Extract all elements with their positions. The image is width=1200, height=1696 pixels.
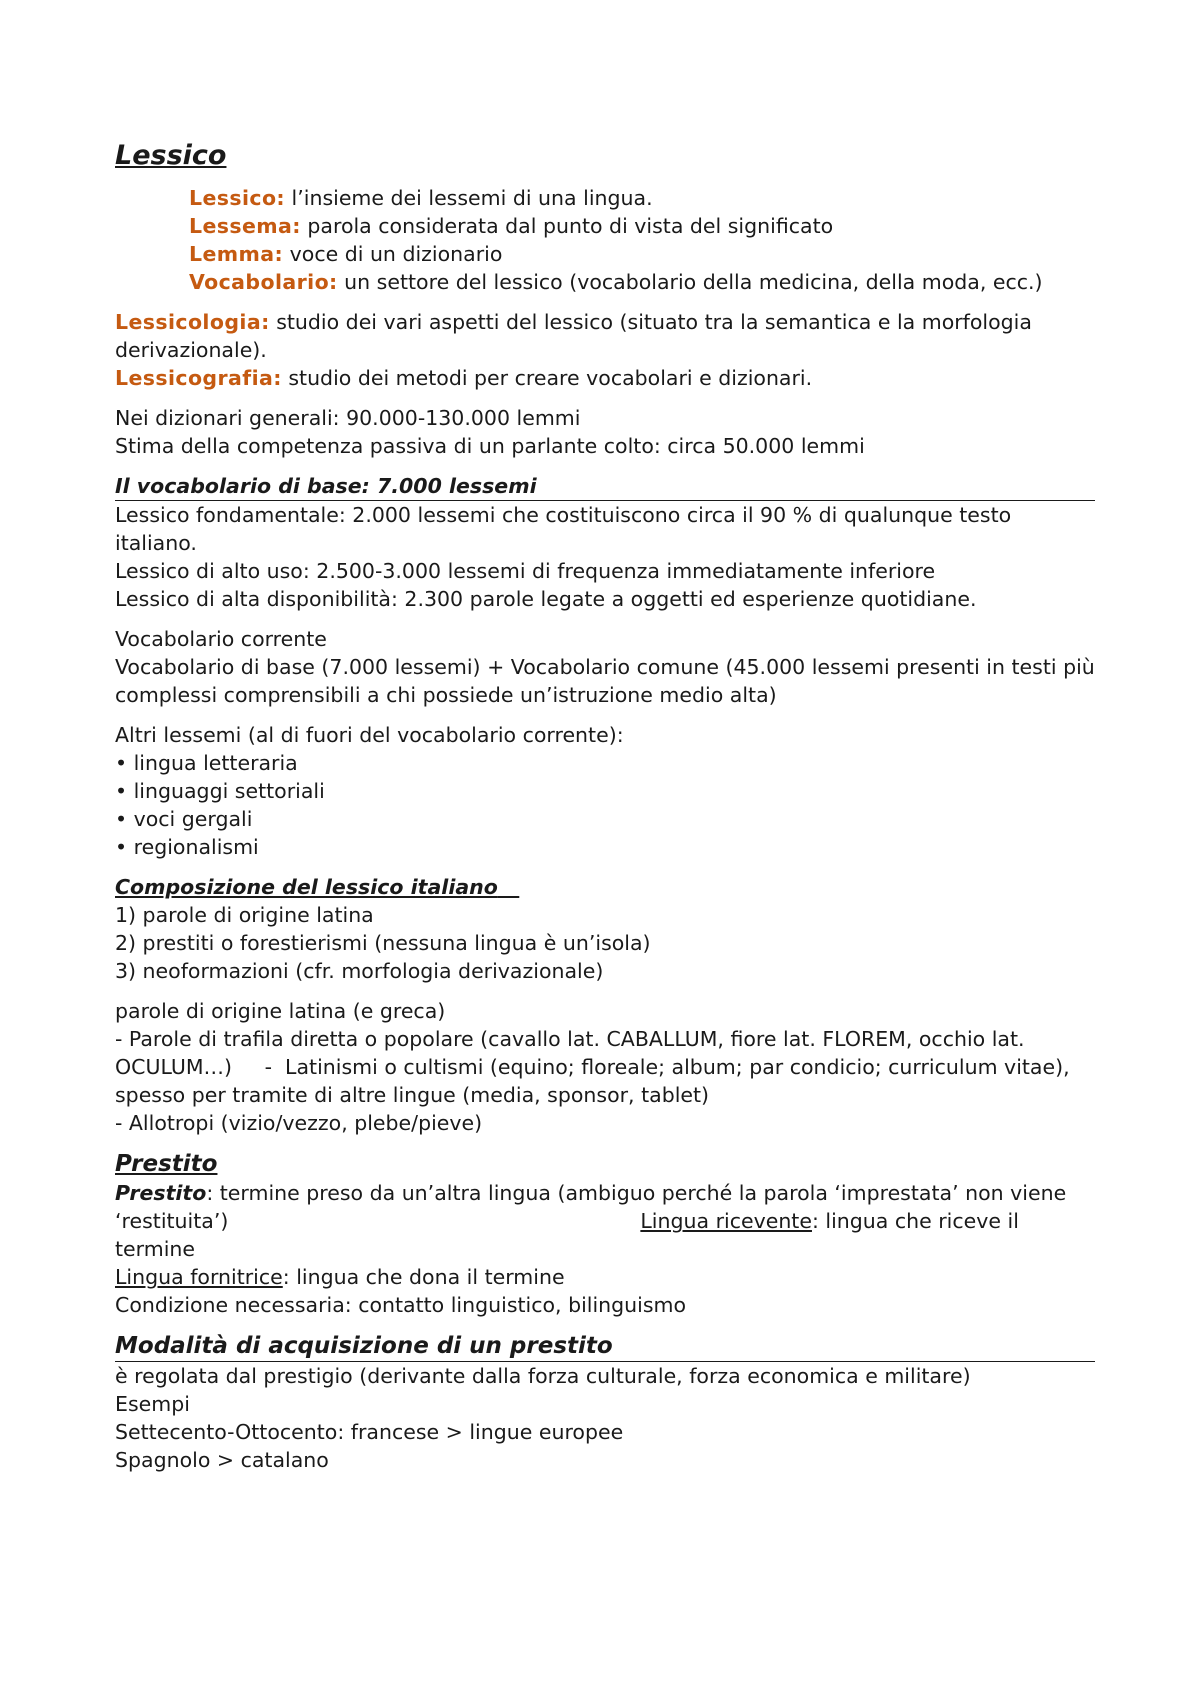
altri-lessemi-block	[115, 721, 1095, 861]
list-item: 1) parole di origine latina	[115, 903, 374, 927]
document-page	[115, 138, 1095, 1474]
prestito-section	[115, 1149, 1095, 1319]
stat-line: Stima della competenza passiva di un parlante colto: circa 50.000 lemmi	[115, 434, 865, 458]
composizione-section	[115, 873, 1095, 985]
lingua-fornitrice-line: Lingua fornitrice: lingua che dona il termine	[115, 1265, 565, 1289]
paragraph: Lessico fondamentale: 2.000 lessemi che costituiscono circa il 90 % di qualunque testo italiano.	[115, 503, 1012, 555]
prestito-heading: Prestito	[115, 1151, 218, 1177]
page-title: Lessico	[115, 140, 227, 171]
definition-lessicografia: Lessicografia: studio dei metodi per creare vocabolari e dizionari.	[115, 366, 813, 390]
vocab-corrente-block	[115, 625, 1095, 709]
list-item: 2) prestiti o forestierismi (nessuna lingua è un’isola)	[115, 931, 651, 955]
composizione-heading: Composizione del lessico italiano	[115, 875, 498, 899]
paragraph: Altri lessemi (al di fuori del vocabolario corrente):	[115, 723, 624, 747]
modalita-section	[115, 1331, 1095, 1474]
disciplines-block	[115, 308, 1095, 392]
paragraph: Lessico di alta disponibilità: 2.300 parole legate a oggetti ed esperienze quotidiane.	[115, 587, 977, 611]
stats-block	[115, 404, 1095, 460]
paragraph: è regolata dal prestigio (derivante dalla forza culturale, forza economica e militare)	[115, 1364, 971, 1388]
definitions-list	[189, 184, 1095, 296]
list-item: • voci gergali	[115, 807, 253, 831]
paragraph: parole di origine latina (e greca)	[115, 999, 446, 1023]
list-item: • lingua letteraria	[115, 751, 298, 775]
paragraph: Vocabolario corrente	[115, 627, 327, 651]
list-item: 3) neoformazioni (cfr. morfologia derivazionale)	[115, 959, 604, 983]
modalita-heading: Modalità di acquisizione di un prestito	[115, 1331, 1095, 1362]
origine-latina-block	[115, 997, 1095, 1137]
definition-lemma: Lemma: voce di un dizionario	[189, 242, 503, 266]
paragraph: - Allotropi (vizio/vezzo, plebe/pieve)	[115, 1111, 483, 1135]
paragraph: Condizione necessaria: contatto linguistico, bilinguismo	[115, 1293, 687, 1317]
list-item: • linguaggi settoriali	[115, 779, 325, 803]
paragraph: Spagnolo > catalano	[115, 1448, 329, 1472]
stat-line: Nei dizionari generali: 90.000-130.000 lemmi	[115, 406, 581, 430]
prestito-definition: Prestito: termine preso da un’altra lingua (ambiguo perché la parola ‘imprestata’ non viene ‘restituita’) Lingua ricevente: lingua che riceve il termine	[115, 1181, 1067, 1261]
paragraph: Vocabolario di base (7.000 lessemi) + Vocabolario comune (45.000 lessemi presenti in testi più complessi comprensibili a chi possiede un’istruzione medio alta)	[115, 655, 1095, 707]
paragraph: Settecento-Ottocento: francese > lingue europee	[115, 1420, 624, 1444]
definition-lessema: Lessema: parola considerata dal punto di vista del significato	[189, 214, 834, 238]
vocab-base-section	[115, 472, 1095, 613]
paragraph: Esempi	[115, 1392, 190, 1416]
paragraph: Lessico di alto uso: 2.500-3.000 lessemi di frequenza immediatamente inferiore	[115, 559, 936, 583]
definition-lessico: Lessico: l’insieme dei lessemi di una lingua.	[189, 186, 653, 210]
vocab-base-heading: Il vocabolario di base: 7.000 lessemi	[115, 472, 1095, 501]
definition-vocabolario: Vocabolario: un settore del lessico (vocabolario della medicina, della moda, ecc.)	[189, 270, 1043, 294]
definition-lessicologia: Lessicologia: studio dei vari aspetti del lessico (situato tra la semantica e la morfologia derivazionale).	[115, 310, 1032, 362]
paragraph: - Parole di trafila diretta o popolare (cavallo lat. CABALLUM, fiore lat. FLOREM, occhio lat. OCULUM…) - Latinismi o cultismi (equino; floreale; album; par condicio; curriculum vitae), spesso per tramite di altre lingue (media, sponsor, tablet)	[115, 1027, 1077, 1107]
list-item: • regionalismi	[115, 835, 259, 859]
